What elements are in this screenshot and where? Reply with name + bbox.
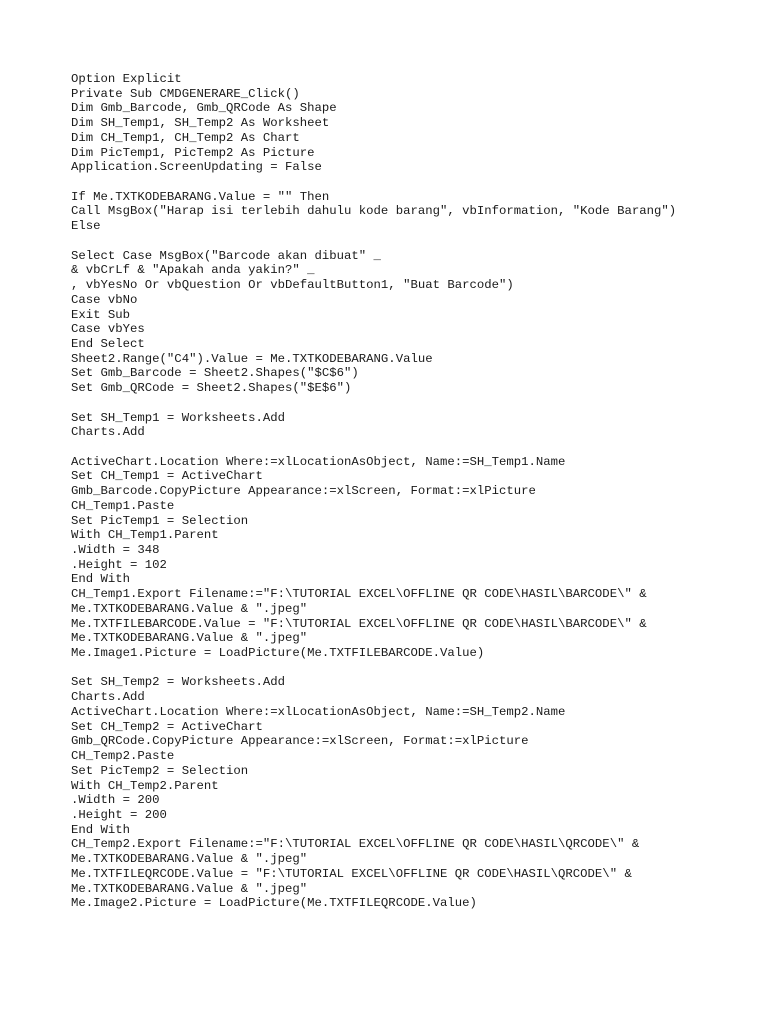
code-line: Gmb_Barcode.CopyPicture Appearance:=xlScreen, Format:=xlPicture — [71, 484, 536, 499]
code-line: Case vbNo — [71, 292, 138, 307]
code-line: Me.TXTKODEBARANG.Value & ".jpeg" — [71, 631, 308, 646]
code-line: Set PicTemp2 = Selection — [71, 763, 249, 778]
code-line: Charts.Add — [71, 690, 145, 705]
code-line: Case vbYes — [71, 322, 145, 337]
code-line: ActiveChart.Location Where:=xlLocationAsObject, Name:=SH_Temp1.Name — [71, 454, 566, 469]
code-line: Me.TXTFILEBARCODE.Value = "F:\TUTORIAL EXCEL\OFFLINE QR CODE\HASIL\BARCODE\" & — [71, 616, 647, 631]
code-line: Me.TXTKODEBARANG.Value & ".jpeg" — [71, 601, 308, 616]
code-line — [71, 440, 676, 455]
code-line: Me.TXTKODEBARANG.Value & ".jpeg" — [71, 852, 308, 867]
code-line: ActiveChart.Location Where:=xlLocationAsObject, Name:=SH_Temp2.Name — [71, 704, 566, 719]
code-line — [71, 234, 676, 249]
code-line — [71, 396, 676, 411]
code-line: Exit Sub — [71, 307, 131, 322]
code-line — [71, 175, 676, 190]
code-line: Application.ScreenUpdating = False — [71, 160, 322, 175]
code-line: If Me.TXTKODEBARANG.Value = "" Then — [71, 189, 330, 204]
code-line: Gmb_QRCode.CopyPicture Appearance:=xlScreen, Format:=xlPicture — [71, 734, 529, 749]
code-line: Set SH_Temp2 = Worksheets.Add — [71, 675, 286, 690]
code-line: Set Gmb_Barcode = Sheet2.Shapes("$C$6") — [71, 366, 359, 381]
code-line: & vbCrLf & "Apakah anda yakin?" _ — [71, 263, 315, 278]
code-line: With CH_Temp1.Parent — [71, 528, 219, 543]
code-line: Me.Image1.Picture = LoadPicture(Me.TXTFILEBARCODE.Value) — [71, 646, 485, 661]
code-line: Dim SH_Temp1, SH_Temp2 As Worksheet — [71, 116, 330, 131]
code-line: CH_Temp2.Paste — [71, 749, 175, 764]
code-line: Me.TXTFILEQRCODE.Value = "F:\TUTORIAL EXCEL\OFFLINE QR CODE\HASIL\QRCODE\" & — [71, 866, 632, 881]
code-line: Set Gmb_QRCode = Sheet2.Shapes("$E$6") — [71, 381, 352, 396]
code-line: Set PicTemp1 = Selection — [71, 513, 249, 528]
vba-code-block — [71, 72, 676, 911]
code-line: End With — [71, 572, 131, 587]
code-line: Set CH_Temp1 = ActiveChart — [71, 469, 263, 484]
code-line: .Width = 200 — [71, 793, 160, 808]
code-line: CH_Temp1.Paste — [71, 498, 175, 513]
code-line: Me.Image2.Picture = LoadPicture(Me.TXTFILEQRCODE.Value) — [71, 896, 477, 911]
code-line: , vbYesNo Or vbQuestion Or vbDefaultButton1, "Buat Barcode") — [71, 278, 514, 293]
code-line: Me.TXTKODEBARANG.Value & ".jpeg" — [71, 881, 308, 896]
code-line: Else — [71, 219, 101, 234]
code-line: Option Explicit — [71, 72, 182, 86]
code-line — [71, 661, 676, 676]
code-line: Dim Gmb_Barcode, Gmb_QRCode As Shape — [71, 101, 337, 116]
code-line: Set CH_Temp2 = ActiveChart — [71, 719, 263, 734]
code-line: With CH_Temp2.Parent — [71, 778, 219, 793]
code-line: .Width = 348 — [71, 543, 160, 557]
code-line: End With — [71, 822, 131, 837]
code-line: End Select — [71, 336, 145, 351]
code-line: Select Case MsgBox("Barcode akan dibuat" _ — [71, 248, 381, 263]
code-line: Private Sub CMDGENERARE_Click() — [71, 86, 300, 101]
code-line: Charts.Add — [71, 425, 145, 440]
code-line: Dim PicTemp1, PicTemp2 As Picture — [71, 145, 315, 160]
code-line: Dim CH_Temp1, CH_Temp2 As Chart — [71, 130, 300, 145]
code-line: CH_Temp2.Export Filename:="F:\TUTORIAL EXCEL\OFFLINE QR CODE\HASIL\QRCODE\" & — [71, 837, 640, 852]
code-line: Sheet2.Range("C4").Value = Me.TXTKODEBARANG.Value — [71, 351, 433, 366]
code-line: CH_Temp1.Export Filename:="F:\TUTORIAL EXCEL\OFFLINE QR CODE\HASIL\BARCODE\" & — [71, 587, 647, 602]
code-line: Call MsgBox("Harap isi terlebih dahulu kode barang", vbInformation, "Kode Barang") — [71, 204, 677, 219]
code-line: Set SH_Temp1 = Worksheets.Add — [71, 410, 286, 425]
code-line: .Height = 102 — [71, 557, 167, 572]
code-line: .Height = 200 — [71, 807, 167, 822]
